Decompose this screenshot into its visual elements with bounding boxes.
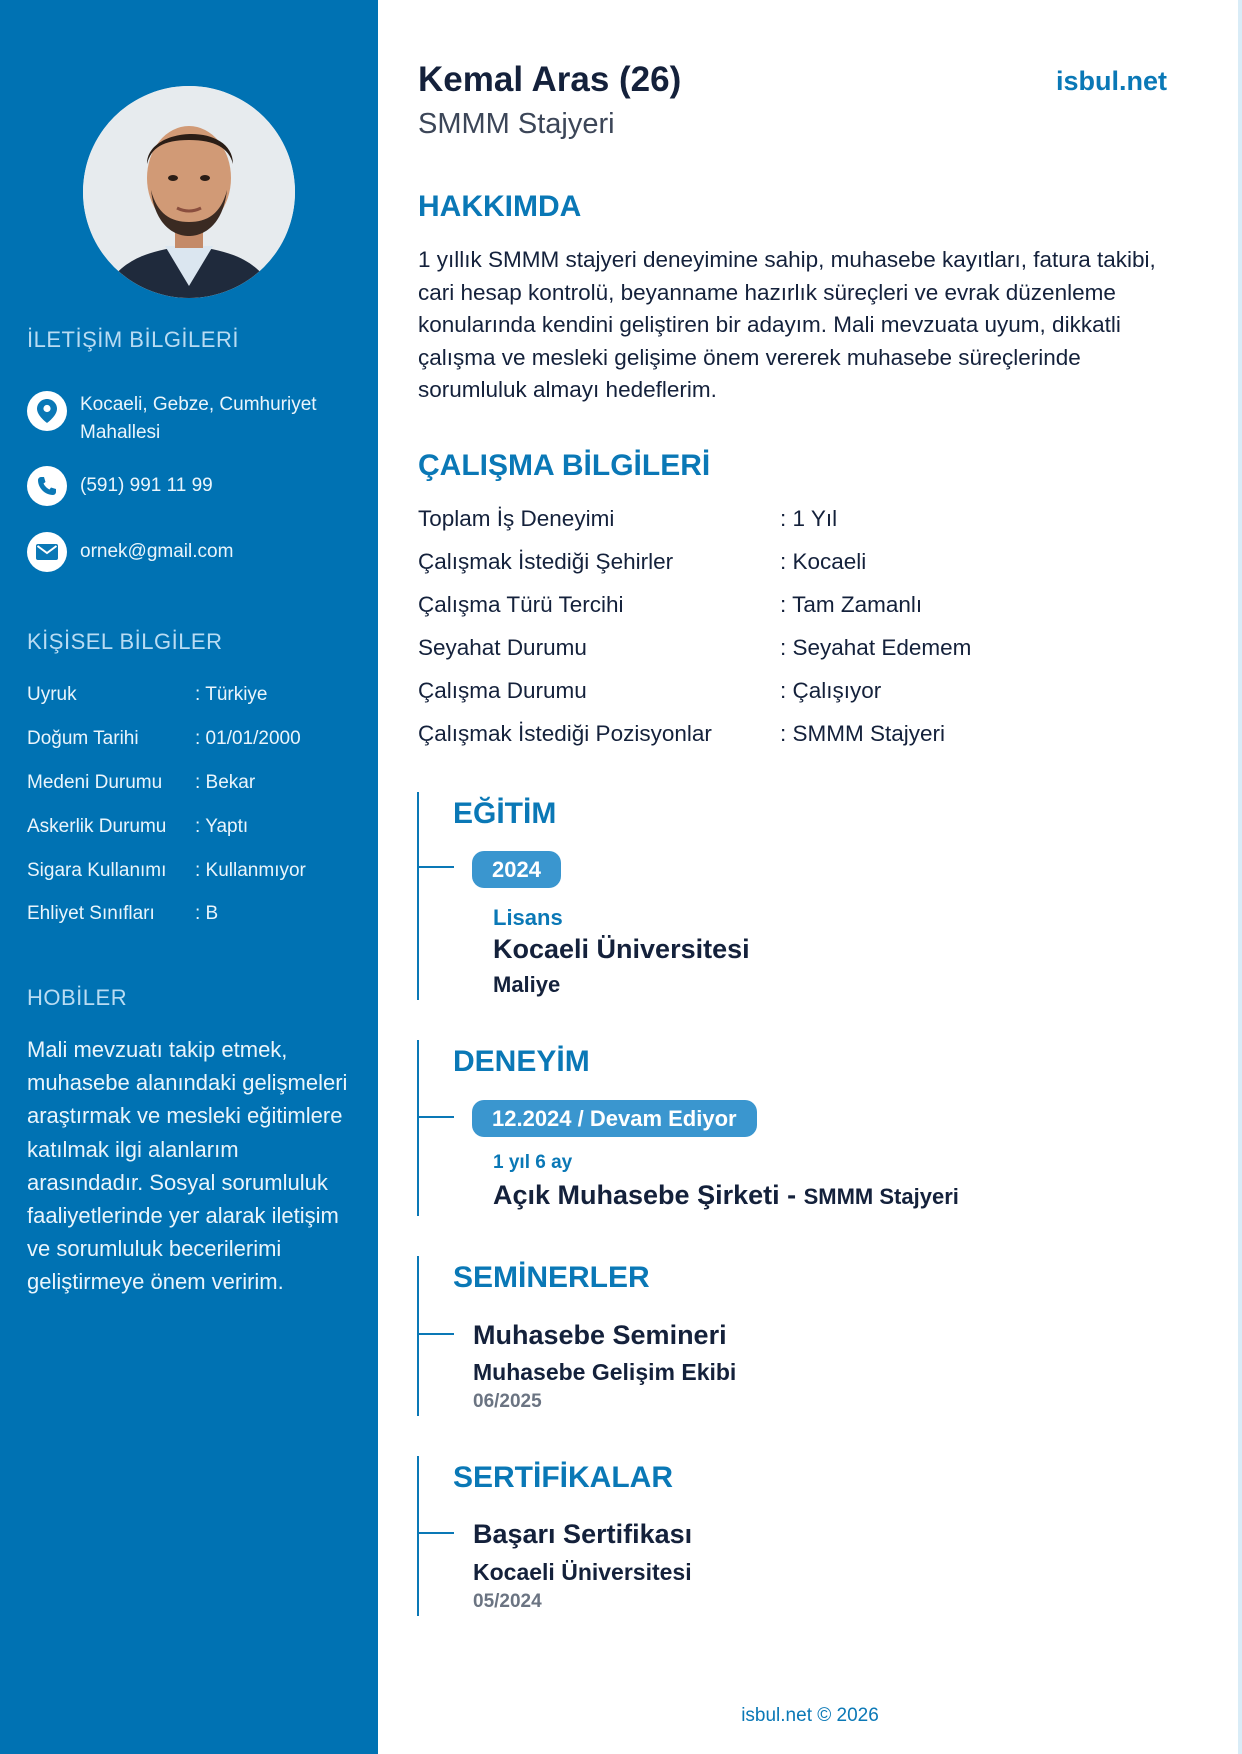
certificate-issuer: Kocaeli Üniversitesi (473, 1559, 692, 1585)
personal-value: : 01/01/2000 (195, 728, 301, 749)
education-timeline-tick (417, 866, 454, 868)
candidate-title: SMMM Stajyeri (418, 108, 615, 140)
personal-heading: KİŞİSEL BİLGİLER (27, 629, 223, 654)
work-info-value: : SMMM Stajyeri (780, 721, 946, 746)
hobbies-text: Mali mevzuatı takip etmek, muhasebe alanındaki gelişmeleri araştırmak ve mesleki eğitimlere katılmak ilgi alanlarım arasındadır. Sosyal sorumluluk faaliyetlerinde yer alarak iletişim ve sorumluluk becerilerimi geliştirmeye önem veririm. (27, 1037, 348, 1295)
personal-value: : Bekar (195, 772, 256, 793)
seminar-title: Muhasebe Semineri (473, 1320, 727, 1350)
location-pin-icon (27, 391, 67, 431)
personal-label: Sigara Kullanımı (27, 860, 167, 881)
experience-timeline-line (417, 1040, 419, 1216)
phone-icon (27, 466, 67, 506)
email-row (27, 532, 357, 572)
work-info-heading: ÇALIŞMA BİLGİLERİ (418, 449, 711, 482)
education-degree: Lisans (493, 905, 563, 930)
education-heading: EĞİTİM (453, 797, 557, 830)
personal-label: Askerlik Durumu (27, 816, 167, 837)
certificate-title: Başarı Sertifikası (473, 1519, 693, 1549)
experience-duration: 1 yıl 6 ay (493, 1152, 573, 1173)
experience-timeline-tick (417, 1116, 454, 1118)
work-info-value: : Tam Zamanlı (780, 592, 923, 617)
work-info-label: Çalışmak İstediği Pozisyonlar (418, 721, 712, 746)
work-info-value: : 1 Yıl (780, 506, 838, 531)
candidate-name: Kemal Aras (26) (418, 60, 682, 99)
sidebar (0, 0, 378, 1754)
phone-row (27, 466, 357, 506)
experience-heading: DENEYİM (453, 1045, 590, 1078)
footer-text: isbul.net © 2026 (741, 1705, 879, 1726)
experience-company: Açık Muhasebe Şirketi - (493, 1180, 804, 1210)
mail-icon (27, 532, 67, 572)
seminar-organizer: Muhasebe Gelişim Ekibi (473, 1359, 737, 1385)
certificates-timeline-line (417, 1456, 419, 1616)
personal-label: Doğum Tarihi (27, 728, 139, 749)
personal-value: : Yaptı (195, 816, 249, 837)
personal-value: : Kullanmıyor (195, 860, 306, 881)
address-line-1: Kocaeli, Gebze, Cumhuriyet (80, 394, 317, 415)
work-info-value: : Seyahat Edemem (780, 635, 972, 660)
seminars-heading: SEMİNERLER (453, 1261, 650, 1294)
profile-photo-illustration (83, 86, 295, 298)
experience-position: SMMM Stajyeri (803, 1184, 959, 1209)
certificates-heading: SERTİFİKALAR (453, 1461, 673, 1494)
brand-logo-text: isbul.net (1055, 66, 1167, 96)
about-heading: HAKKIMDA (418, 190, 582, 223)
main-content (378, 0, 1242, 1754)
contact-heading: İLETİŞİM BİLGİLERİ (27, 327, 239, 352)
personal-value: : B (195, 903, 219, 924)
personal-label: Ehliyet Sınıfları (27, 903, 155, 924)
phone-text: (591) 991 11 99 (80, 475, 213, 496)
education-year-badge: 2024 (472, 851, 561, 888)
personal-label: Uyruk (27, 684, 77, 705)
work-info-value: : Çalışıyor (780, 678, 882, 703)
seminar-date: 06/2025 (473, 1391, 542, 1412)
work-info-label: Çalışma Türü Tercihi (418, 592, 624, 617)
hobbies-heading: HOBİLER (27, 985, 128, 1010)
page-right-edge (1238, 0, 1242, 1754)
work-info-label: Seyahat Durumu (418, 635, 587, 660)
about-text: 1 yıllık SMMM stajyeri deneyimine sahip, muhasebe kayıtları, fatura takibi, cari hesap kontrolü, beyanname hazırlık süreçleri ve evrak düzenleme konularında kendini geliştiren bir adayım. Mali mevzuata uyum, dikkatli çalışma ve mesleki gelişime önem vererek muhasebe süreçlerinde sorumluluk almayı hedeflerim. (418, 247, 1156, 402)
email-text: ornek@gmail.com (80, 541, 234, 562)
experience-period-badge: 12.2024 / Devam Ediyor (472, 1100, 757, 1137)
personal-value: : Türkiye (195, 684, 268, 705)
certificates-timeline-tick (417, 1532, 454, 1534)
personal-label: Medeni Durumu (27, 772, 163, 793)
work-info-label: Çalışma Durumu (418, 678, 587, 703)
work-info-label: Toplam İş Deneyimi (418, 506, 615, 531)
address-text (80, 391, 317, 447)
seminars-timeline-tick (417, 1333, 454, 1335)
address-row (27, 391, 357, 447)
education-department: Maliye (493, 972, 561, 997)
education-timeline-line (417, 792, 419, 1000)
address-line-2: Mahallesi (80, 422, 161, 443)
work-info-value: : Kocaeli (780, 549, 867, 574)
certificate-date: 05/2024 (473, 1591, 542, 1612)
work-info-label: Çalışmak İstediği Şehirler (418, 549, 674, 574)
experience-company-line (493, 1180, 959, 1211)
seminars-timeline-line (417, 1256, 419, 1416)
profile-photo (83, 86, 295, 298)
education-school: Kocaeli Üniversitesi (493, 934, 750, 964)
